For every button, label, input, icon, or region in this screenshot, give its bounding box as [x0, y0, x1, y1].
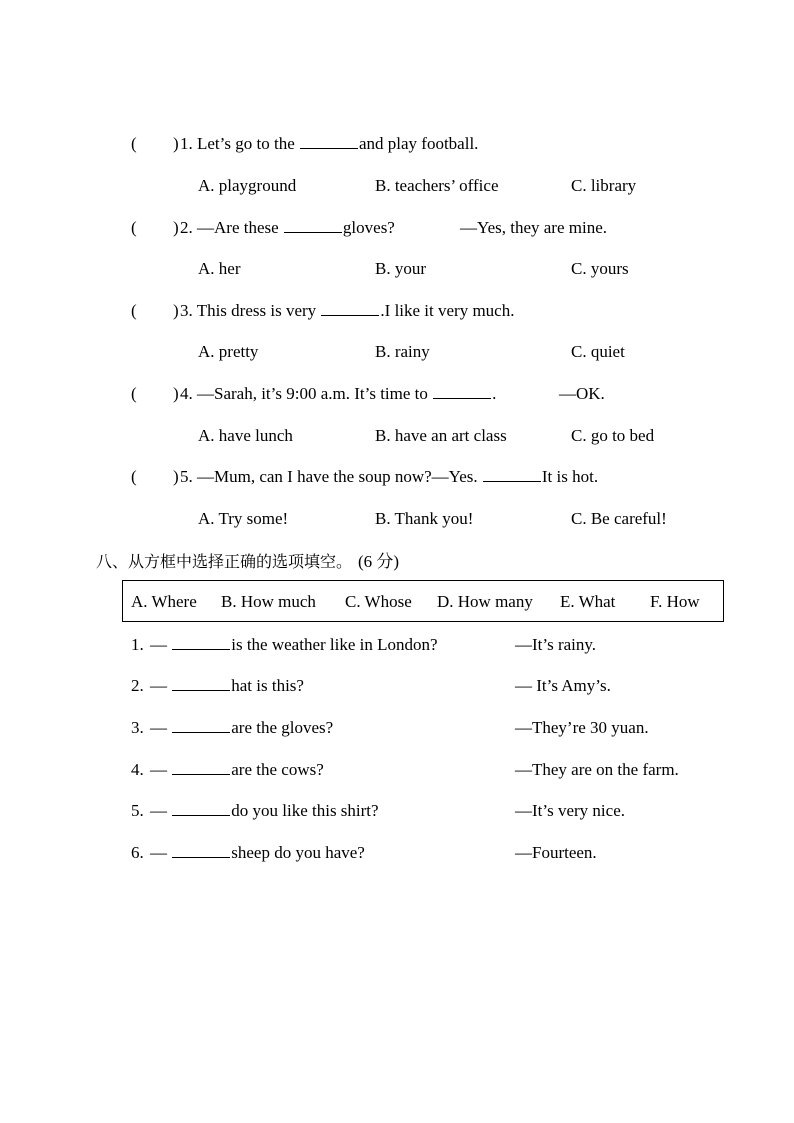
mc-question-2 — [0, 216, 794, 240]
section-title: 八、从方框中选择正确的选项填空。 — [96, 552, 353, 571]
mc-question-1 — [0, 132, 794, 156]
question-stem-end: . — [492, 384, 497, 403]
mc-options-2 — [0, 257, 794, 281]
item-number: 6. — [131, 843, 144, 862]
item-question — [150, 799, 379, 823]
item-answer: —They are on the farm. — [515, 760, 679, 779]
answer-blank[interactable] — [284, 216, 342, 233]
option-c: C. go to bed — [571, 426, 655, 445]
option-b: B. your — [375, 259, 426, 278]
item-question — [150, 674, 304, 698]
answer-blank[interactable] — [172, 841, 230, 858]
item-number: 2. — [131, 676, 144, 695]
answer-paren-close: ) — [173, 218, 179, 237]
question-text — [180, 299, 514, 323]
word-choice-c: C. Whose — [345, 592, 412, 611]
item-question — [150, 841, 365, 865]
item-question — [150, 758, 324, 782]
answer-paren-close: ) — [173, 134, 179, 153]
answer-blank[interactable] — [321, 299, 379, 316]
option-b: B. Thank you! — [375, 509, 474, 528]
option-a: A. her — [198, 259, 241, 278]
item-answer: —They’re 30 yuan. — [515, 718, 649, 737]
answer-blank[interactable] — [433, 382, 491, 399]
mc-question-5 — [0, 465, 794, 489]
answer-blank[interactable] — [172, 799, 230, 816]
option-a: A. have lunch — [198, 426, 293, 445]
answer-paren-open: ( — [131, 134, 137, 153]
item-dash: — — [150, 760, 172, 779]
item-dash: — — [150, 635, 172, 654]
answer-blank[interactable] — [300, 132, 358, 149]
fill-item-5 — [0, 799, 794, 823]
word-choice-d: D. How many — [437, 592, 533, 611]
item-dash: — — [150, 676, 172, 695]
question-text — [180, 216, 395, 240]
item-question-text: do you like this shirt? — [231, 801, 379, 820]
fill-item-2 — [0, 674, 794, 698]
option-b: B. rainy — [375, 342, 430, 361]
option-a: A. playground — [198, 176, 297, 195]
answer-paren-open: ( — [131, 384, 137, 403]
answer-paren-close: ) — [173, 467, 179, 486]
answer-blank[interactable] — [172, 633, 230, 650]
word-choice-a: A. Where — [131, 592, 197, 611]
option-a: A. pretty — [198, 342, 259, 361]
word-choice-e: E. What — [560, 592, 616, 611]
option-c: C. library — [571, 176, 637, 195]
item-dash: — — [150, 718, 172, 737]
item-dash: — — [150, 801, 172, 820]
item-answer: —It’s very nice. — [515, 801, 625, 820]
question-text — [180, 382, 496, 406]
question-stem-end: It is hot. — [541, 467, 599, 486]
answer-paren-close: ) — [173, 384, 179, 403]
item-number: 3. — [131, 718, 144, 737]
item-answer: —Fourteen. — [515, 843, 597, 862]
option-b: B. teachers’ office — [375, 176, 499, 195]
option-c: C. quiet — [571, 342, 625, 361]
item-dash: — — [150, 843, 172, 862]
mc-options-1 — [0, 174, 794, 198]
answer-paren-open: ( — [131, 467, 137, 486]
item-answer: —It’s rainy. — [515, 635, 597, 654]
question-reply: —OK. — [559, 384, 605, 403]
item-question-text: are the cows? — [231, 760, 324, 779]
question-stem-end: gloves? — [342, 218, 395, 237]
section-score: (6 分) — [358, 552, 400, 571]
answer-blank[interactable] — [172, 716, 230, 733]
item-question-text: hat is this? — [231, 676, 304, 695]
question-text — [180, 465, 598, 489]
answer-paren-open: ( — [131, 301, 137, 320]
word-bank-box — [122, 580, 724, 622]
fill-item-6 — [0, 841, 794, 865]
option-c: C. yours — [571, 259, 629, 278]
answer-blank[interactable] — [172, 758, 230, 775]
item-number: 4. — [131, 760, 144, 779]
item-number: 5. — [131, 801, 144, 820]
answer-paren-open: ( — [131, 218, 137, 237]
answer-blank[interactable] — [172, 674, 230, 691]
question-stem: 5. —Mum, can I have the soup now?—Yes. — [180, 467, 482, 486]
question-stem-end: .I like it very much. — [380, 301, 515, 320]
item-question — [150, 716, 333, 740]
fill-item-4 — [0, 758, 794, 782]
mc-options-3 — [0, 340, 794, 364]
mc-question-3 — [0, 299, 794, 323]
option-a: A. Try some! — [198, 509, 289, 528]
question-stem-end: and play football. — [358, 134, 479, 153]
item-question-text: is the weather like in London? — [231, 635, 438, 654]
word-choice-f: F. How — [650, 592, 700, 611]
item-question — [150, 633, 438, 657]
mc-options-5 — [0, 507, 794, 531]
question-stem: 3. This dress is very — [180, 301, 321, 320]
item-question-text: sheep do you have? — [231, 843, 365, 862]
answer-blank[interactable] — [483, 465, 541, 482]
section-heading — [96, 550, 399, 574]
question-stem: 4. —Sarah, it’s 9:00 a.m. It’s time to — [180, 384, 433, 403]
option-c: C. Be careful! — [571, 509, 667, 528]
question-reply: —Yes, they are mine. — [460, 218, 607, 237]
question-stem: 1. Let’s go to the — [180, 134, 299, 153]
fill-item-1 — [0, 633, 794, 657]
mc-options-4 — [0, 424, 794, 448]
item-question-text: are the gloves? — [231, 718, 334, 737]
word-choice-b: B. How much — [221, 592, 316, 611]
answer-paren-close: ) — [173, 301, 179, 320]
option-b: B. have an art class — [375, 426, 507, 445]
question-stem: 2. —Are these — [180, 218, 283, 237]
fill-item-3 — [0, 716, 794, 740]
question-text — [180, 132, 478, 156]
item-number: 1. — [131, 635, 144, 654]
item-answer: — It’s Amy’s. — [515, 676, 611, 695]
mc-question-4 — [0, 382, 794, 406]
